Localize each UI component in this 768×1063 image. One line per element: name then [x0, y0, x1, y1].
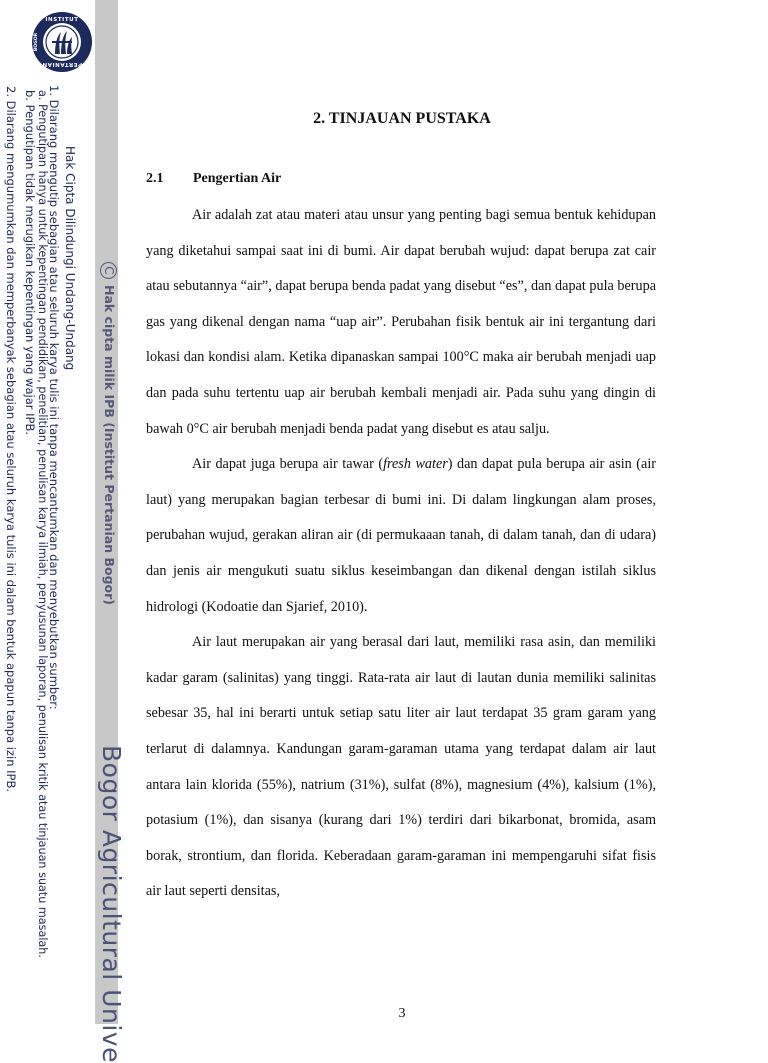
- copyright-rule-1b: b. Pengutipan tidak merugikan kepentingan yang wajar IPB.: [23, 90, 37, 436]
- logo-text-bottom: PERTANIAN: [41, 61, 83, 67]
- page-title: 2. TINJAUAN PUSTAKA: [313, 110, 491, 127]
- paragraph: Air laut merupakan air yang berasal dari laut, memiliki rasa asin, dan memiliki kadar garam (salinitas) yang tinggi. Rata-rata air laut di lautan dunia memiliki salinitas sebesar 35, hal ini berarti untuk setiap satu liter air laut terdapat 35 gram garam yang terlarut di dalamnya. Kandungan garam-garaman utama yang terdapat dalam air laut antara lain klorida (55%), natrium (31%), sulfat (8%), magnesium (4%), kalsium (1%), potasium (1%), dan sisanya (kurang dari 1%) terdiri dari bikarbonat, bromida, asam borak, strontium, dan florida. Keberadaan garam-garaman ini mempengaruhi sifat fisis air laut seperti densitas,: [146, 634, 656, 900]
- logo-text-top: INSTITUT: [45, 17, 79, 23]
- hak-cipta-note: Hak Cipta Dilindungi Undang-Undang: [63, 146, 77, 371]
- copyright-rule-2: 2. Dilarang mengumumkan dan memperbanyak sebagian atau seluruh karya tulis ini dalam bentuk apapun tanpa izin IPB.: [4, 86, 18, 793]
- copyright-text: Hak cipta milik IPB (Institut Pertanian Bogor): [102, 285, 117, 605]
- logo-text-left: BOGOR: [34, 32, 39, 52]
- copyright-line: [100, 262, 117, 605]
- paragraph: Air adalah zat atau materi atau unsur yang penting bagi semua bentuk kehidupan yang diketahui sampai saat ini di bumi. Air dapat berubah wujud: dapat berupa zat cair atau sebutannya “air”, dapat berupa benda padat yang disebut “es”, dan dapat pula berupa gas yang dikenal dengan nama “uap air”. Perubahan fisik bentuk air ini tergantung dari lokasi dan kondisi alam. Ketika dipanaskan sampai 100°C maka air berubah menjadi uap dan pada suhu tertentu uap air berubah kembali menjadi air. Pada suhu yang dingin di bawah 0°C air berubah menjadi benda padat yang disebut es atau salju.: [146, 207, 656, 437]
- body-text: [146, 198, 656, 910]
- copyright-sidebar: [0, 0, 126, 1063]
- italic-term: fresh water: [383, 456, 448, 473]
- ipb-logo-icon: [30, 10, 94, 74]
- copyright-rule-1a: a. Pengutipan hanya untuk kepentingan pendidikan, penelitian, penulisan karya ilmiah, penyusunan laporan, penulisan kritik atau tinjauan suatu masalah.: [36, 90, 49, 958]
- section-number: 2.1: [146, 171, 164, 186]
- section-title: Pengertian Air: [193, 171, 282, 186]
- section-heading: [146, 171, 281, 187]
- watermark-text: Bogor Agricultural Unive: [97, 745, 126, 1063]
- copyright-rule-1: 1. Dilarang mengutip sebagian atau seluruh karya tulis ini tanpa mencantumkan dan menyebutkan sumber:: [47, 85, 61, 710]
- paragraph: Air dapat juga berupa air tawar (fresh water) dan dapat pula berupa air asin (air laut) yang merupakan bagian terbesar di bumi ini. Di dalam lingkungan alam proses, perubahan wujud, gerakan aliran air (di permukaaan tanah, di dalam tanah, dan di udara) dan jenis air mengukuti suatu siklus keseimbangan dan dikenal dengan istilah siklus hidrologi (Kodoatie dan Sjarief, 2010).: [146, 456, 656, 615]
- page-number: 3: [398, 1006, 406, 1021]
- copyright-icon: C: [100, 262, 117, 279]
